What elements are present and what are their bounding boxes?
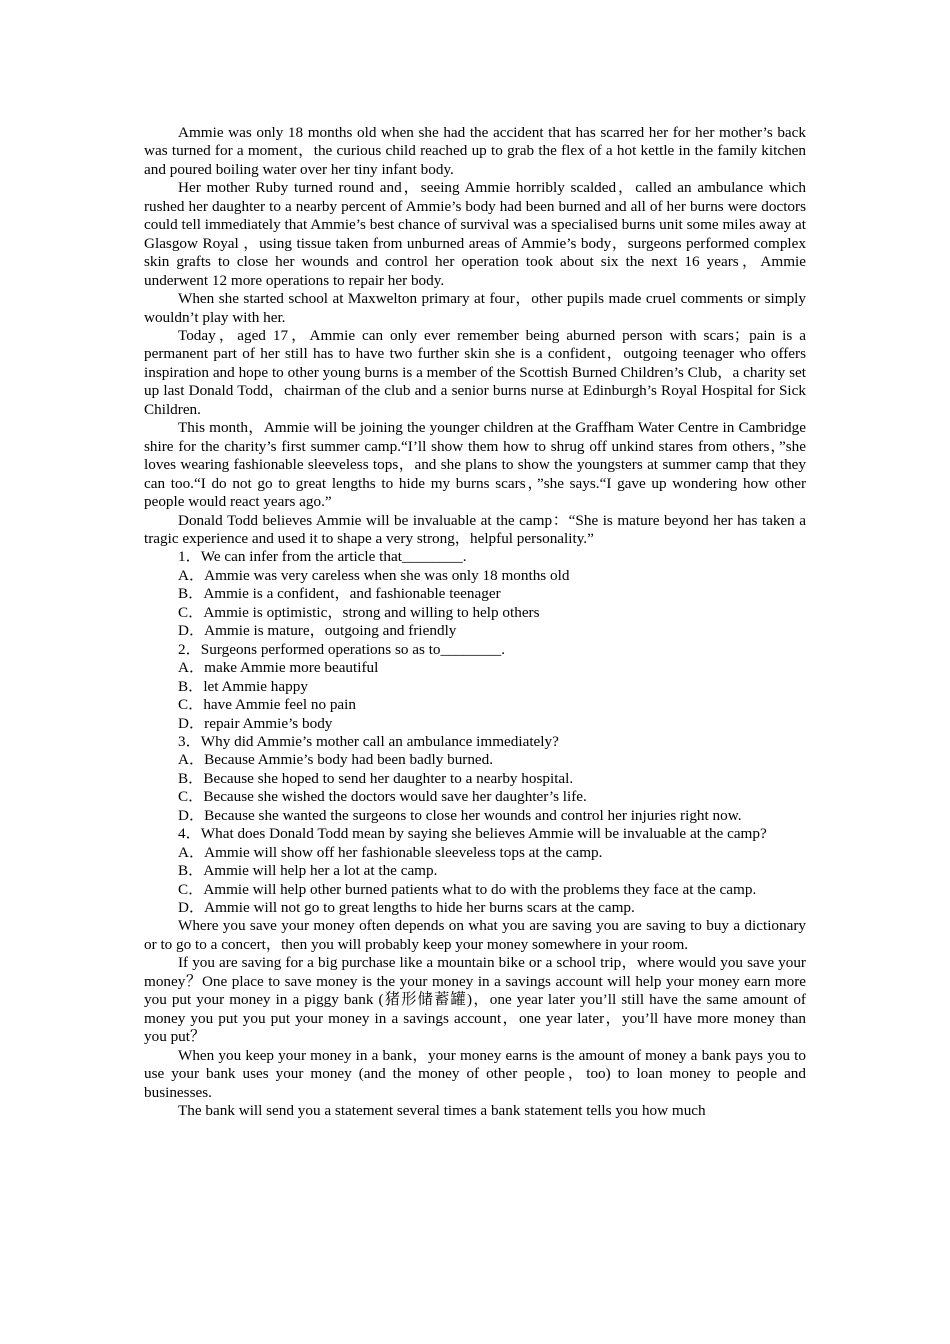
option-d: D．Ammie will not go to great lengths to hide her burns scars at the camp. bbox=[178, 899, 635, 917]
question-stem: 3．Why did Ammie’s mother call an ambulance immediately? bbox=[178, 732, 559, 750]
passage1-paragraph-5: This month，Ammie will be joining the younger children at the Graffham Water Centre in Cambridge shire for the charity’s first summer camp.“I’ll show them how to shrug off unkind stares from others，”she loves wearing fashionable sleeveless tops，and she plans to show the youngsters at summer camp that they can too.“I do not go to great lengths to hide my burns scars，”she says.“I gave up wondering how other people would react years ago.” bbox=[144, 419, 806, 511]
option-a: A．Ammie was very careless when she was only 18 months old bbox=[178, 566, 570, 584]
option-c: C．Ammie is optimistic，strong and willing to help others bbox=[178, 603, 540, 621]
option-b: B．Because she hoped to send her daughter to a nearby hospital. bbox=[178, 769, 574, 787]
option-a: A．Because Ammie’s body had been badly burned. bbox=[178, 751, 494, 769]
passage2-paragraph-1: Where you save your money often depends on what you are saving you are saving to buy a dictionary or to go to a concert，then you will probably keep your money somewhere in your room. bbox=[144, 917, 806, 953]
passage1-paragraph-1: Ammie was only 18 months old when she had the accident that has scarred her for her mother’s back was turned for a moment，the curious child reached up to grab the flex of a hot kettle in the family kitchen and poured boiling water over her tiny infant body. bbox=[144, 124, 806, 178]
option-c: C．have Ammie feel no pain bbox=[178, 696, 356, 714]
passage1-paragraph-6: Donald Todd believes Ammie will be invaluable at the camp：“She is mature beyond her has taken a tragic experience and used it to shape a very strong，helpful personality.” bbox=[144, 511, 806, 547]
passage2-paragraph-2: If you are saving for a big purchase like a mountain bike or a school trip，where would you save your money？One place to save money is the your money in a savings account will help your money earn more you put your money in a piggy bank (猪形储蓄罐)，one year later you’ll still have the same amount of money you put you put your money in a savings account，one year later，you’ll have more money than you put？ bbox=[144, 954, 806, 1046]
question-stem: 1．We can infer from the article that________. bbox=[178, 548, 467, 566]
question-3 bbox=[144, 733, 806, 825]
option-d: D．Ammie is mature，outgoing and friendly bbox=[178, 622, 457, 640]
option-d: D．Because she wanted the surgeons to close her wounds and control her injuries right now. bbox=[178, 806, 742, 824]
option-a: A．make Ammie more beautiful bbox=[178, 659, 379, 677]
option-b: B．let Ammie happy bbox=[178, 677, 308, 695]
option-c: C．Because she wished the doctors would save her daughter’s life. bbox=[178, 788, 587, 806]
question-stem: 4．What does Donald Todd mean by saying she believes Ammie will be invaluable at the camp? bbox=[178, 825, 767, 843]
question-stem: 2．Surgeons performed operations so as to________. bbox=[178, 640, 506, 658]
passage1-paragraph-4: Today，aged 17，Ammie can only ever remember being aburned person with scars；pain is a permanent part of her still has to have two further skin she is a confident，outgoing teenager who offers inspiration and hope to other young burns is a member of the Scottish Burned Children’s Club，a charity set up last Donald Todd，chairman of the club and a senior burns nurse at Edinburgh’s Royal Hospital for Sick Children. bbox=[144, 326, 806, 418]
question-4 bbox=[144, 825, 806, 917]
option-c: C．Ammie will help other burned patients what to do with the problems they face at the camp. bbox=[178, 880, 757, 898]
passage1-paragraph-2: Her mother Ruby turned round and，seeing Ammie horribly scalded，called an ambulance which rushed her daughter to a nearby percent of Ammie’s body had been burned and all of her burns were doctors could tell immediately that Ammie’s best chance of survival was a specialised burns unit some miles away at Glasgow Royal ，using tissue taken from unburned areas of Ammie’s body，surgeons performed complex skin grafts to close her wounds and control her operation took about six the next 16 years，Ammie underwent 12 more operations to repair her body. bbox=[144, 179, 806, 289]
passage1-paragraph-3: When she started school at Maxwelton primary at four，other pupils made cruel comments or simply wouldn’t play with her. bbox=[144, 290, 806, 326]
option-d: D．repair Ammie’s body bbox=[178, 714, 333, 732]
question-1 bbox=[144, 548, 806, 640]
option-a: A．Ammie will show off her fashionable sleeveless tops at the camp. bbox=[178, 843, 603, 861]
question-2 bbox=[144, 641, 806, 733]
passage2-paragraph-4: The bank will send you a statement several times a bank statement tells you how much bbox=[178, 1102, 706, 1120]
document-page bbox=[144, 124, 806, 1120]
passage2-paragraph-3: When you keep your money in a bank，your money earns is the amount of money a bank pays you to use your bank uses your money (and the money of other people，too) to loan money to people and businesses. bbox=[144, 1046, 806, 1101]
option-b: B．Ammie will help her a lot at the camp. bbox=[178, 862, 438, 880]
option-b: B．Ammie is a confident，and fashionable teenager bbox=[178, 585, 501, 603]
